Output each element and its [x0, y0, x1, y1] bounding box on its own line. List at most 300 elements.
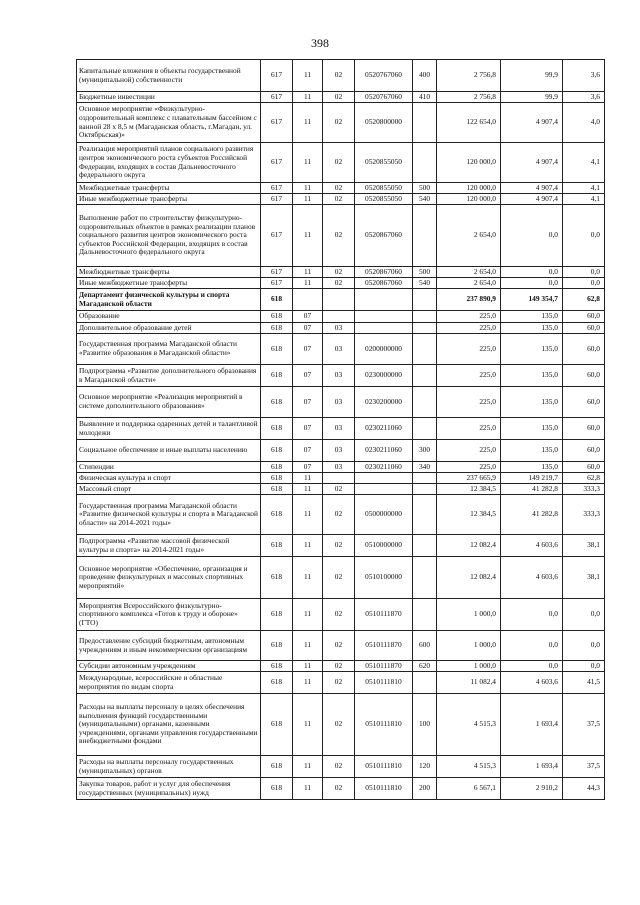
cell-fact: 135,0 — [501, 418, 563, 440]
table-row — [77, 661, 605, 672]
cell-csr: 0200000000 — [355, 334, 413, 365]
cell-gr: 618 — [261, 334, 293, 365]
cell-vr: 620 — [413, 661, 437, 672]
row-name: Предоставление субсидий бюджетным, автономным учреждениям и иным некоммерческим организациям — [77, 631, 261, 661]
cell-vr — [413, 473, 437, 484]
row-name: Расходы на выплаты персоналу в целях обеспечения выполнения функций государственными (муниципальными) органами, казенными учреждениями, органами управления государственными внебюджетными фондами — [77, 694, 261, 756]
cell-vr: 540 — [413, 194, 437, 205]
cell-gr: 618 — [261, 365, 293, 387]
cell-rz: 11 — [293, 473, 323, 484]
cell-csr: 0520855050 — [355, 143, 413, 183]
cell-gr: 618 — [261, 462, 293, 473]
cell-fact: 149 219,7 — [501, 473, 563, 484]
cell-fact: 4 603,6 — [501, 557, 563, 599]
cell-pr: 03 — [323, 462, 355, 473]
cell-fact: 135,0 — [501, 440, 563, 462]
row-name: Подпрограмма «Развитие массовой физической культуры и спорта» на 2014-2021 годы» — [77, 535, 261, 557]
cell-gr: 618 — [261, 289, 293, 311]
cell-gr: 618 — [261, 473, 293, 484]
cell-csr: 0510111870 — [355, 599, 413, 631]
cell-vr: 600 — [413, 631, 437, 661]
table-body — [77, 60, 605, 800]
cell-csr — [355, 473, 413, 484]
cell-fact: 41 282,8 — [501, 495, 563, 535]
cell-fact: 4 603,6 — [501, 535, 563, 557]
cell-pct: 0,0 — [563, 631, 605, 661]
cell-vr — [413, 495, 437, 535]
cell-rz: 11 — [293, 60, 323, 92]
row-name: Расходы на выплаты персоналу государственных (муниципальных) органов — [77, 756, 261, 778]
cell-fact: 4 907,4 — [501, 194, 563, 205]
table-row — [77, 599, 605, 631]
table-row — [77, 756, 605, 778]
row-name: Физическая культура и спорт — [77, 473, 261, 484]
cell-fact: 0,0 — [501, 267, 563, 278]
cell-fact: 0,0 — [501, 205, 563, 267]
cell-plan: 4 515,3 — [437, 756, 501, 778]
cell-pr: 03 — [323, 365, 355, 387]
cell-csr: 0520767060 — [355, 60, 413, 92]
cell-vr — [413, 365, 437, 387]
cell-plan: 6 567,1 — [437, 778, 501, 800]
cell-pct: 37,5 — [563, 756, 605, 778]
cell-plan: 122 654,0 — [437, 103, 501, 143]
row-name: Закупка товаров, работ и услуг для обеспечения государственных (муниципальных) нужд — [77, 778, 261, 800]
cell-plan: 225,0 — [437, 440, 501, 462]
cell-csr: 0510100000 — [355, 557, 413, 599]
cell-vr: 500 — [413, 183, 437, 194]
cell-rz: 11 — [293, 143, 323, 183]
cell-pct: 4,1 — [563, 143, 605, 183]
cell-rz: 11 — [293, 205, 323, 267]
cell-rz: 07 — [293, 323, 323, 334]
row-name: Подпрограмма «Развитие дополнительного образования в Магаданской области» — [77, 365, 261, 387]
cell-fact: 135,0 — [501, 462, 563, 473]
row-name: Капитальные вложения в объекты государственной (муниципальной) собственности — [77, 60, 261, 92]
cell-fact: 4 907,4 — [501, 103, 563, 143]
cell-plan: 12 384,5 — [437, 484, 501, 495]
cell-fact: 0,0 — [501, 661, 563, 672]
cell-plan: 225,0 — [437, 462, 501, 473]
table-row — [77, 778, 605, 800]
cell-plan: 2 756,8 — [437, 92, 501, 103]
cell-pct: 3,6 — [563, 92, 605, 103]
cell-pr: 03 — [323, 334, 355, 365]
cell-csr: 0230000000 — [355, 365, 413, 387]
cell-plan: 2 654,0 — [437, 278, 501, 289]
cell-pr: 02 — [323, 143, 355, 183]
cell-pr: 02 — [323, 599, 355, 631]
cell-gr: 617 — [261, 278, 293, 289]
cell-rz: 11 — [293, 778, 323, 800]
table-row — [77, 267, 605, 278]
table-row — [77, 311, 605, 323]
cell-pr: 02 — [323, 484, 355, 495]
cell-csr — [355, 311, 413, 323]
row-name: Стипендии — [77, 462, 261, 473]
table-row — [77, 143, 605, 183]
cell-csr: 0520800000 — [355, 103, 413, 143]
cell-pr — [323, 311, 355, 323]
cell-plan: 225,0 — [437, 323, 501, 334]
cell-gr: 618 — [261, 557, 293, 599]
table-row — [77, 535, 605, 557]
budget-table — [76, 59, 605, 800]
cell-csr: 0510111810 — [355, 756, 413, 778]
cell-csr: 0520867060 — [355, 278, 413, 289]
cell-plan: 225,0 — [437, 311, 501, 323]
cell-vr — [413, 484, 437, 495]
cell-rz: 11 — [293, 694, 323, 756]
row-name: Государственная программа Магаданской области «Развитие физической культуры и спорта в Магаданской области» на 2014-2021 годы» — [77, 495, 261, 535]
cell-plan: 1 000,0 — [437, 599, 501, 631]
row-name: Мероприятия Всероссийского физкультурно-спортивного комплекса «Готов к труду и обороне» (ГТО) — [77, 599, 261, 631]
cell-gr: 617 — [261, 92, 293, 103]
cell-pr: 02 — [323, 278, 355, 289]
cell-plan: 12 384,5 — [437, 495, 501, 535]
cell-plan: 11 082,4 — [437, 672, 501, 694]
cell-pct: 60,0 — [563, 440, 605, 462]
cell-fact: 0,0 — [501, 631, 563, 661]
cell-gr: 617 — [261, 103, 293, 143]
row-name: Основное мероприятие «Обеспечение, организация и проведение физкультурных и массовых спортивных мероприятий» — [77, 557, 261, 599]
cell-fact: 0,0 — [501, 278, 563, 289]
table-row — [77, 387, 605, 418]
table-row — [77, 103, 605, 143]
cell-gr: 618 — [261, 418, 293, 440]
cell-fact: 135,0 — [501, 387, 563, 418]
cell-gr: 617 — [261, 143, 293, 183]
cell-rz: 11 — [293, 631, 323, 661]
cell-gr: 617 — [261, 60, 293, 92]
cell-vr — [413, 311, 437, 323]
cell-pct: 60,0 — [563, 311, 605, 323]
cell-vr: 500 — [413, 267, 437, 278]
cell-vr: 100 — [413, 694, 437, 756]
cell-plan: 225,0 — [437, 418, 501, 440]
table-row — [77, 418, 605, 440]
row-name: Субсидии автономным учреждениям — [77, 661, 261, 672]
cell-rz: 11 — [293, 484, 323, 495]
cell-plan: 1 000,0 — [437, 631, 501, 661]
row-name: Основное мероприятие «Физкультурно-оздоровительный комплекс с плавательным бассейном с ванной 28 x 8,5 м (Магаданская область, г.Магадан, ул. Октябрьская)» — [77, 103, 261, 143]
cell-plan: 12 082,4 — [437, 535, 501, 557]
cell-vr — [413, 334, 437, 365]
cell-fact: 1 693,4 — [501, 694, 563, 756]
cell-plan: 225,0 — [437, 387, 501, 418]
cell-pr: 02 — [323, 631, 355, 661]
cell-plan: 225,0 — [437, 365, 501, 387]
cell-pct: 0,0 — [563, 661, 605, 672]
row-name: Бюджетные инвестиции — [77, 92, 261, 103]
cell-plan: 2 756,8 — [437, 60, 501, 92]
cell-fact: 135,0 — [501, 334, 563, 365]
cell-vr — [413, 205, 437, 267]
cell-plan: 1 000,0 — [437, 661, 501, 672]
cell-csr — [355, 289, 413, 311]
cell-pr: 02 — [323, 557, 355, 599]
cell-plan: 4 515,3 — [437, 694, 501, 756]
cell-pct: 37,5 — [563, 694, 605, 756]
row-name: Департамент физической культуры и спорта Магаданской области — [77, 289, 261, 311]
cell-csr: 0520767060 — [355, 92, 413, 103]
cell-csr: 0500000000 — [355, 495, 413, 535]
cell-plan: 2 654,0 — [437, 205, 501, 267]
cell-csr: 0510111810 — [355, 778, 413, 800]
row-name: Социальное обеспечение и иные выплаты населению — [77, 440, 261, 462]
row-name: Международные, всероссийские и областные мероприятия по видам спорта — [77, 672, 261, 694]
cell-pr: 02 — [323, 778, 355, 800]
cell-pct: 38,1 — [563, 535, 605, 557]
cell-pct: 60,0 — [563, 418, 605, 440]
cell-csr: 0520855050 — [355, 194, 413, 205]
cell-rz: 07 — [293, 311, 323, 323]
table-row — [77, 495, 605, 535]
cell-csr: 0230211060 — [355, 440, 413, 462]
table-row — [77, 278, 605, 289]
cell-rz: 11 — [293, 599, 323, 631]
cell-rz: 11 — [293, 495, 323, 535]
cell-gr: 618 — [261, 756, 293, 778]
cell-csr: 0230211060 — [355, 418, 413, 440]
cell-pr: 02 — [323, 495, 355, 535]
cell-vr: 120 — [413, 756, 437, 778]
cell-pct: 60,0 — [563, 323, 605, 334]
cell-pct: 0,0 — [563, 599, 605, 631]
row-name: Межбюджетные трансферты — [77, 267, 261, 278]
cell-vr: 340 — [413, 462, 437, 473]
row-name: Государственная программа Магаданской области «Развитие образования в Магаданской области» — [77, 334, 261, 365]
cell-gr: 618 — [261, 323, 293, 334]
cell-fact: 135,0 — [501, 365, 563, 387]
table-row — [77, 194, 605, 205]
table-row — [77, 92, 605, 103]
table-row — [77, 631, 605, 661]
cell-pct: 0,0 — [563, 267, 605, 278]
cell-rz: 11 — [293, 103, 323, 143]
cell-pr — [323, 289, 355, 311]
cell-vr — [413, 323, 437, 334]
cell-pr: 03 — [323, 387, 355, 418]
cell-pr: 02 — [323, 672, 355, 694]
cell-pct: 60,0 — [563, 387, 605, 418]
cell-rz — [293, 289, 323, 311]
cell-csr: 0510111870 — [355, 661, 413, 672]
table-row — [77, 672, 605, 694]
cell-rz: 11 — [293, 194, 323, 205]
cell-fact: 2 910,2 — [501, 778, 563, 800]
cell-vr — [413, 289, 437, 311]
cell-fact: 149 354,7 — [501, 289, 563, 311]
row-name: Выполнение работ по строительству физкультурно-оздоровительных объектов в рамках реализации планов социального развития центров экономического роста субъектов Российской Федерации, входящих в состав Дальневосточного федерального округа — [77, 205, 261, 267]
row-name: Массовый спорт — [77, 484, 261, 495]
cell-fact: 4 907,4 — [501, 143, 563, 183]
cell-gr: 618 — [261, 661, 293, 672]
cell-pct: 41,5 — [563, 672, 605, 694]
table-row — [77, 484, 605, 495]
cell-plan: 120 000,0 — [437, 143, 501, 183]
cell-pct: 4,1 — [563, 194, 605, 205]
row-name: Дополнительное образование детей — [77, 323, 261, 334]
cell-pct: 333,3 — [563, 495, 605, 535]
cell-plan: 225,0 — [437, 334, 501, 365]
cell-gr: 618 — [261, 672, 293, 694]
cell-pr: 02 — [323, 183, 355, 194]
cell-csr: 0520855050 — [355, 183, 413, 194]
cell-pct: 4,1 — [563, 183, 605, 194]
cell-vr: 300 — [413, 440, 437, 462]
row-name: Межбюджетные трансферты — [77, 183, 261, 194]
cell-rz: 07 — [293, 440, 323, 462]
cell-gr: 618 — [261, 778, 293, 800]
table-row — [77, 694, 605, 756]
cell-pr: 02 — [323, 756, 355, 778]
cell-pr: 02 — [323, 694, 355, 756]
cell-gr: 617 — [261, 183, 293, 194]
cell-plan: 120 000,0 — [437, 194, 501, 205]
cell-csr: 0520867060 — [355, 205, 413, 267]
cell-rz: 11 — [293, 661, 323, 672]
cell-fact: 99,9 — [501, 92, 563, 103]
table-row — [77, 289, 605, 311]
cell-vr — [413, 418, 437, 440]
cell-pr: 02 — [323, 92, 355, 103]
cell-pr: 02 — [323, 194, 355, 205]
cell-gr: 618 — [261, 484, 293, 495]
cell-csr: 0230200000 — [355, 387, 413, 418]
cell-pr: 02 — [323, 205, 355, 267]
cell-fact: 4 907,4 — [501, 183, 563, 194]
cell-gr: 618 — [261, 495, 293, 535]
cell-rz: 11 — [293, 535, 323, 557]
cell-pct: 4,0 — [563, 103, 605, 143]
row-name: Иные межбюджетные трансферты — [77, 278, 261, 289]
cell-rz: 11 — [293, 278, 323, 289]
cell-rz: 07 — [293, 387, 323, 418]
cell-rz: 07 — [293, 334, 323, 365]
cell-vr: 200 — [413, 778, 437, 800]
table-row — [77, 365, 605, 387]
cell-pr: 02 — [323, 103, 355, 143]
cell-vr: 400 — [413, 60, 437, 92]
cell-pct: 3,6 — [563, 60, 605, 92]
row-name: Образование — [77, 311, 261, 323]
cell-csr: 0520867060 — [355, 267, 413, 278]
cell-plan: 12 082,4 — [437, 557, 501, 599]
table-row — [77, 323, 605, 334]
cell-pct: 60,0 — [563, 365, 605, 387]
cell-pr: 03 — [323, 418, 355, 440]
cell-rz: 11 — [293, 557, 323, 599]
cell-pr — [323, 473, 355, 484]
table-row — [77, 440, 605, 462]
cell-csr: 0510000000 — [355, 535, 413, 557]
cell-pct: 60,0 — [563, 334, 605, 365]
cell-pr: 02 — [323, 661, 355, 672]
table-row — [77, 183, 605, 194]
cell-gr: 618 — [261, 440, 293, 462]
cell-pr: 02 — [323, 535, 355, 557]
table-row — [77, 334, 605, 365]
cell-vr — [413, 557, 437, 599]
cell-pr: 03 — [323, 440, 355, 462]
cell-gr: 618 — [261, 694, 293, 756]
cell-fact: 1 693,4 — [501, 756, 563, 778]
cell-fact: 4 603,6 — [501, 672, 563, 694]
cell-fact: 99,9 — [501, 60, 563, 92]
row-name: Реализация мероприятий планов социального развития центров экономического роста субъектов Российской Федерации, входящих в состав Дальневосточного федерального округа — [77, 143, 261, 183]
cell-fact: 135,0 — [501, 311, 563, 323]
cell-rz: 07 — [293, 418, 323, 440]
cell-fact: 135,0 — [501, 323, 563, 334]
cell-vr — [413, 387, 437, 418]
cell-gr: 617 — [261, 194, 293, 205]
cell-gr: 617 — [261, 205, 293, 267]
cell-vr — [413, 103, 437, 143]
table-row — [77, 462, 605, 473]
cell-pct: 0,0 — [563, 205, 605, 267]
cell-vr — [413, 599, 437, 631]
row-name: Выявление и поддержка одаренных детей и талантливой молодежи — [77, 418, 261, 440]
cell-pct: 62,8 — [563, 289, 605, 311]
cell-csr: 0510111870 — [355, 631, 413, 661]
row-name: Основное мероприятие «Реализация мероприятий в системе дополнительного образования» — [77, 387, 261, 418]
cell-gr: 618 — [261, 599, 293, 631]
cell-fact: 41 282,8 — [501, 484, 563, 495]
table-row — [77, 473, 605, 484]
cell-plan: 120 000,0 — [437, 183, 501, 194]
cell-fact: 0,0 — [501, 599, 563, 631]
cell-pct: 44,3 — [563, 778, 605, 800]
cell-rz: 11 — [293, 267, 323, 278]
cell-pct: 333,3 — [563, 484, 605, 495]
cell-rz: 11 — [293, 756, 323, 778]
cell-rz: 11 — [293, 672, 323, 694]
row-name: Иные межбюджетные трансферты — [77, 194, 261, 205]
cell-vr — [413, 143, 437, 183]
cell-csr — [355, 484, 413, 495]
cell-pr: 02 — [323, 60, 355, 92]
cell-vr — [413, 672, 437, 694]
cell-pct: 60,0 — [563, 462, 605, 473]
cell-pct: 62,8 — [563, 473, 605, 484]
cell-plan: 2 654,0 — [437, 267, 501, 278]
cell-plan: 237 665,9 — [437, 473, 501, 484]
cell-rz: 11 — [293, 92, 323, 103]
cell-vr: 410 — [413, 92, 437, 103]
cell-csr: 0230211060 — [355, 462, 413, 473]
cell-rz: 07 — [293, 462, 323, 473]
cell-gr: 618 — [261, 311, 293, 323]
cell-pr: 02 — [323, 267, 355, 278]
cell-csr: 0510111810 — [355, 694, 413, 756]
cell-vr — [413, 535, 437, 557]
cell-vr: 540 — [413, 278, 437, 289]
table-row — [77, 557, 605, 599]
cell-gr: 618 — [261, 631, 293, 661]
table-row — [77, 60, 605, 92]
cell-csr: 0510111810 — [355, 672, 413, 694]
cell-pct: 38,1 — [563, 557, 605, 599]
cell-gr: 617 — [261, 267, 293, 278]
cell-pct: 0,0 — [563, 278, 605, 289]
cell-rz: 11 — [293, 183, 323, 194]
cell-gr: 618 — [261, 387, 293, 418]
table-row — [77, 205, 605, 267]
cell-rz: 07 — [293, 365, 323, 387]
cell-plan: 237 890,9 — [437, 289, 501, 311]
cell-csr — [355, 323, 413, 334]
